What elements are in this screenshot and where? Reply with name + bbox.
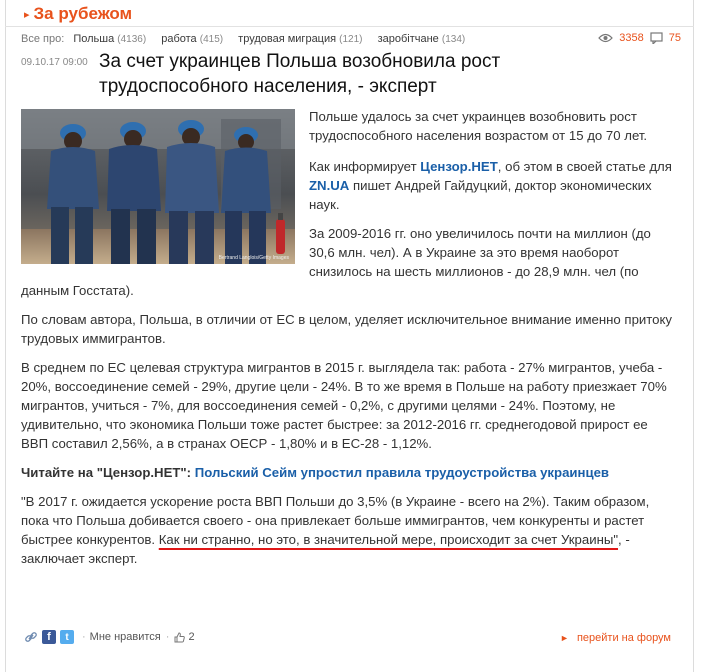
paragraph-5: В среднем по ЕС целевая структура мигрантов в 2015 г. выглядела так: работа - 27% мигрантов, учеба - 20%, воссоединение семей - 29%, другие цели - 24%. В то же время в Польше на работу приезжает 70% мигрантов, учиться - 7%, для воссоединения семей - 0,2%, с другими целями - 24%. Поэтому, не удивительно, что экономика Польши тоже растет быстрее: за 2012-2016 гг. среднегодовой прирост ее ВВП составил 2,56%, а в странах ОЕСР - 1,80% и в ЕС-28 - 1,12%. (21, 360, 667, 451)
article-stats (598, 32, 681, 44)
paragraph-1: Польше удалось за счет украинцев возобновить рост трудоспособного населения возрастом от 15 до 70 лет. (309, 109, 648, 143)
highlighted-quote: Как ни странно, но это, в значительной мере, происходит за счет Украины" (158, 532, 619, 547)
tag-bar-label: Все про: (21, 33, 65, 45)
tag-labor-migration[interactable]: трудовая миграция (121) (238, 33, 363, 45)
paragraph-2: Как информирует Цензор.НЕТ, об этом в своей статье для ZN.UA пишет Андрей Гайдуцкий, доктор экономических наук. (309, 159, 672, 212)
like-count: 2 (188, 631, 195, 643)
tag-poland[interactable]: Польша (4136) (73, 33, 147, 45)
article-date: 09.10.17 09:00 (21, 57, 88, 68)
forum-link-label[interactable]: перейти на форум (576, 632, 671, 644)
views-count: 3358 (619, 32, 644, 44)
link-icon[interactable] (24, 630, 38, 644)
paragraph-3: За 2009-2016 гг. оно увеличилось почти на миллион (до 30,6 млн. чел). А в Украине за это время наоборот снизилось на шесть миллионов - до 28,9 млн. чел (по данным Госстата). (21, 226, 651, 298)
zn-ua-link[interactable]: ZN.UA (309, 178, 350, 193)
tag-work[interactable]: работа (415) (161, 33, 224, 45)
quote-paragraph: "В 2017 г. ожидается ускорение роста ВВП Польши до 3,5% (в Украине - всего на 2%). Таким образом, пока что Польша добивается своего - она привлекает больше иммигрантов, чем конкуренты и растет быстрее конкурентов. Как ни странно, но это, в значительной мере, происходит за счет Украины", - заключает эксперт. (21, 494, 650, 566)
section-header[interactable] (24, 3, 132, 25)
section-divider (5, 26, 694, 27)
section-title: За рубежом (33, 4, 133, 23)
comments-icon (650, 32, 663, 44)
chevron-right-icon: ▸ (24, 8, 30, 21)
photo-credit: Bertrand Langlois/Getty Images (218, 255, 289, 261)
read-also: Читайте на "Цензор.НЕТ": Польский Сейм упростил правила трудоустройства украинцев (21, 465, 610, 480)
facebook-icon[interactable]: f (42, 630, 56, 644)
forum-link[interactable] (560, 632, 671, 644)
chevron-right-icon: ► (560, 633, 569, 643)
twitter-icon[interactable]: t (60, 630, 74, 644)
share-bar (24, 630, 195, 644)
separator: · (82, 631, 86, 643)
comments-count[interactable]: 75 (668, 32, 681, 44)
tag-migrant-workers[interactable]: заробітчане (134) (377, 33, 466, 45)
eye-icon (598, 33, 613, 43)
tag-bar (21, 33, 477, 45)
read-also-link[interactable]: Польский Сейм упростил правила трудоустройства украинцев (194, 465, 610, 480)
censor-net-link[interactable]: Цензор.НЕТ (420, 159, 498, 174)
thumbs-up-icon[interactable] (174, 632, 185, 643)
photo-float-space (21, 107, 309, 269)
article-title: За счет украинцев Польша возобновила рост трудоспособного населения, - эксперт (99, 51, 501, 97)
like-text[interactable]: Мне нравится (89, 631, 161, 643)
separator: · (165, 631, 170, 643)
paragraph-4: По словам автора, Польша, в отличии от ЕС в целом, уделяет исключительное внимание именно притоку трудовых иммигрантов. (21, 312, 673, 346)
article-body (21, 107, 676, 578)
